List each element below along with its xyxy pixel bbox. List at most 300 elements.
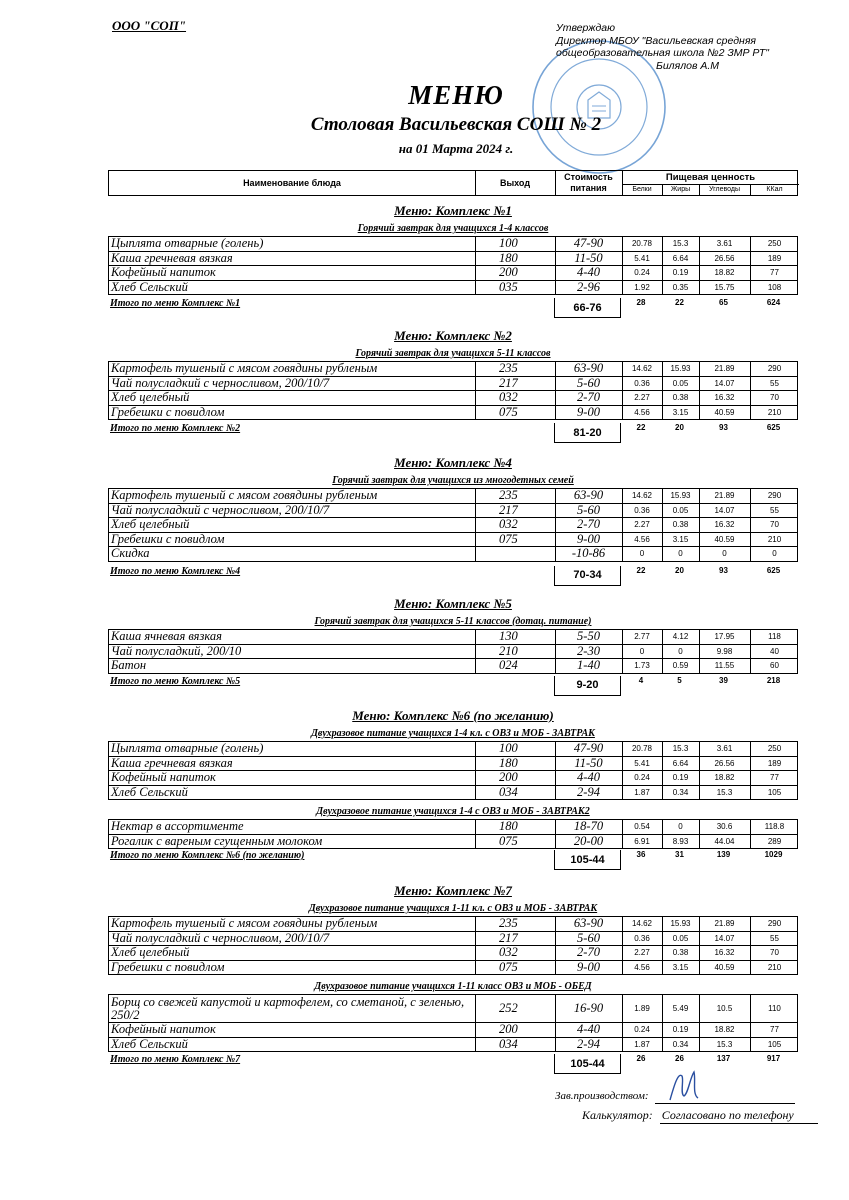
- dish-name: Гребешки с повидлом: [111, 531, 225, 546]
- dish-carbs: 16.32: [714, 948, 735, 958]
- dish-output: 034: [499, 784, 518, 799]
- producer-signature: [662, 1066, 712, 1106]
- dish-proteins: 2.27: [634, 520, 650, 530]
- dish-carbs: 18.82: [714, 268, 735, 278]
- dish-kcal: 60: [770, 661, 779, 671]
- total-carbs: 93: [719, 565, 728, 575]
- group-subtitle: Горячий завтрак для учащихся 5-11 классов (дотац. питание): [314, 616, 592, 627]
- total-proteins: 22: [636, 565, 646, 575]
- dish-name: Хлеб целебный: [111, 390, 190, 405]
- dish-name: Цыплята отварные (голень): [111, 236, 264, 251]
- total-label: Итого по меню Комплекс №4: [110, 565, 241, 577]
- menu-table: [108, 741, 798, 800]
- dish-proteins: 4.56: [634, 962, 650, 972]
- total-kcal: 917: [766, 1054, 781, 1063]
- dish-kcal: 0: [772, 549, 777, 559]
- dish-price: 63-90: [573, 361, 604, 376]
- dish-name: Кофейный напиток: [111, 770, 216, 785]
- dish-output: 200: [499, 1022, 518, 1037]
- dish-fats: 15.3: [672, 239, 689, 249]
- dish-carbs: 26.56: [714, 253, 735, 263]
- dish-fats: 15.93: [670, 491, 691, 501]
- total-label: Итого по меню Комплекс №2: [110, 423, 241, 434]
- total-kcal: 1029: [764, 850, 783, 859]
- dish-kcal: 210: [767, 962, 782, 972]
- dish-kcal: 55: [770, 378, 779, 388]
- dish-proteins: 4.56: [634, 534, 650, 544]
- dish-output: 180: [499, 755, 518, 770]
- dish-proteins: 0.54: [634, 822, 650, 832]
- dish-name: Кофейный напиток: [111, 1022, 216, 1037]
- menu-table: [108, 916, 798, 975]
- dish-output: 024: [499, 658, 518, 673]
- dish-carbs: 26.56: [714, 758, 735, 768]
- dish-price: 2-70: [577, 390, 600, 405]
- dish-output: 217: [499, 375, 518, 390]
- dish-price: 2-96: [577, 279, 600, 294]
- dish-kcal: 189: [767, 758, 782, 768]
- dish-carbs: 18.82: [714, 773, 735, 783]
- dish-name: Нектар в ассортименте: [111, 819, 244, 834]
- dish-name: Цыплята отварные (голень): [111, 741, 264, 756]
- dish-output: 035: [499, 279, 518, 294]
- menu-table: [108, 361, 798, 420]
- dish-output: 075: [499, 531, 518, 546]
- dish-carbs: 3.61: [716, 744, 733, 754]
- table-row: [109, 961, 797, 976]
- total-label: Итого по меню Комплекс №6 (по желанию): [110, 850, 305, 861]
- total-price: 105-44: [554, 850, 621, 870]
- table-row: [109, 917, 797, 932]
- dish-carbs: 14.07: [714, 378, 735, 388]
- dish-output: 130: [499, 629, 518, 644]
- dish-price: 11-50: [574, 250, 603, 265]
- total-fats: 20: [675, 423, 684, 432]
- dish-kcal: 108: [767, 282, 782, 292]
- dish-output: 180: [499, 250, 518, 265]
- total-kcal: 624: [766, 298, 781, 307]
- dish-carbs: 21.89: [714, 491, 735, 501]
- section-title: Меню: Комплекс №6 (по желанию): [352, 708, 554, 723]
- table-row: [109, 659, 797, 674]
- dish-output: 217: [499, 930, 518, 945]
- dish-price: 9-00: [577, 959, 600, 974]
- dish-name: Каша гречневая вязкая: [111, 755, 233, 770]
- dish-kcal: 210: [767, 534, 782, 544]
- dish-fats: 15.93: [670, 919, 691, 929]
- dish-fats: 5.49: [672, 1004, 689, 1013]
- section-title: Меню: Комплекс №1: [394, 203, 512, 218]
- section-title: Меню: Комплекс №7: [394, 883, 512, 898]
- dish-price: -10-86: [571, 546, 606, 561]
- table-row: [109, 547, 797, 562]
- dish-name: Каша гречневая вязкая: [111, 250, 233, 265]
- dish-fats: 0.05: [672, 933, 689, 943]
- dish-fats: 0.38: [672, 393, 689, 403]
- dish-carbs: 15.3: [716, 1039, 733, 1049]
- table-row: [109, 932, 797, 947]
- dish-fats: 0: [678, 549, 683, 559]
- header-fats: Жиры: [670, 186, 691, 193]
- dish-name: Чай полусладкий с черносливом, 200/10/7: [111, 930, 330, 945]
- total-proteins: 4: [638, 675, 644, 685]
- group-subtitle: Двухразовое питание учащихся 1-11 класс ОВЗ и МОБ - ОБЕД: [314, 981, 592, 992]
- dish-carbs: 17.95: [714, 632, 735, 642]
- dish-kcal: 289: [767, 836, 782, 846]
- table-row: [109, 742, 797, 757]
- dish-kcal: 77: [770, 268, 779, 278]
- section-total: [108, 423, 798, 443]
- section-total: [108, 850, 798, 870]
- dish-fats: 3.15: [672, 534, 689, 544]
- dish-price: 63-90: [573, 488, 604, 503]
- table-row: [109, 504, 797, 519]
- dish-kcal: 118: [768, 632, 781, 642]
- approval-line-4: Билялов А.М: [656, 59, 720, 72]
- total-carbs: 65: [719, 298, 728, 307]
- dish-output: 200: [499, 265, 518, 280]
- dish-carbs: 44.04: [714, 836, 735, 846]
- dish-name: Чай полусладкий с черносливом, 200/10/7: [111, 375, 330, 390]
- dish-carbs: 15.3: [716, 787, 733, 797]
- dish-price: 2-70: [577, 945, 600, 960]
- total-price: 81-20: [554, 423, 621, 443]
- dish-carbs: 40.59: [714, 534, 735, 544]
- dish-fats: 0: [678, 822, 683, 832]
- dish-kcal: 70: [770, 393, 779, 403]
- group-subtitle: Двухразовое питание учащихся 1-4 с ОВЗ и МОБ - ЗАВТРАК2: [316, 806, 590, 817]
- total-label: Итого по меню Комплекс №7: [110, 1054, 241, 1065]
- total-kcal: 625: [766, 423, 781, 432]
- header-cost: Стоимость питания: [564, 172, 613, 193]
- table-row: [109, 391, 797, 406]
- dish-proteins: 4.56: [634, 407, 650, 417]
- dish-carbs: 14.07: [714, 933, 735, 943]
- header-kcal: ККал: [766, 186, 783, 193]
- approval-line-1: Утверждаю: [556, 22, 616, 34]
- dish-kcal: 189: [767, 253, 782, 263]
- dish-fats: 0.34: [672, 787, 689, 797]
- dish-kcal: 55: [770, 505, 779, 515]
- dish-proteins: 1.87: [634, 787, 650, 797]
- dish-carbs: 21.89: [714, 919, 735, 929]
- dish-name: Картофель тушеный с мясом говядины рубленым: [111, 361, 378, 376]
- dish-kcal: 77: [770, 773, 779, 783]
- dish-price: 47-90: [573, 236, 604, 251]
- dish-output: 032: [499, 390, 518, 405]
- dish-fats: 6.64: [672, 253, 689, 263]
- dish-fats: 6.64: [672, 758, 689, 768]
- dish-proteins: 1.89: [634, 1004, 650, 1013]
- menu-table: [108, 236, 798, 295]
- dish-proteins: 0: [639, 646, 645, 656]
- dish-price: 9-00: [577, 404, 600, 419]
- section-total: [108, 566, 798, 586]
- dish-proteins: 1.73: [634, 661, 650, 671]
- header-output: Выход: [499, 178, 531, 188]
- table-row: [109, 252, 797, 267]
- section-title: Меню: Комплекс №4: [394, 455, 512, 470]
- total-price: 9-20: [554, 676, 621, 696]
- group-subtitle: Двухразовое питание учащихся 1-4 кл. с ОВЗ и МОБ - ЗАВТРАК: [311, 728, 595, 739]
- dish-output: 032: [499, 517, 518, 532]
- dish-proteins: 5.41: [634, 253, 650, 263]
- dish-output: 075: [499, 404, 518, 419]
- table-row: [109, 237, 797, 252]
- total-price: 105-44: [554, 1054, 621, 1074]
- dish-fats: 0.38: [672, 520, 689, 530]
- dish-proteins: 0: [639, 549, 645, 559]
- dish-fats: 3.15: [672, 407, 689, 417]
- dish-output: 210: [499, 643, 518, 658]
- dish-proteins: 0.36: [634, 933, 650, 943]
- dish-output: 032: [499, 945, 518, 960]
- dish-carbs: 10.5: [716, 1004, 733, 1013]
- dish-kcal: 290: [767, 491, 782, 501]
- dish-price: 5-60: [577, 375, 600, 390]
- dish-name: Хлеб Сельский: [111, 279, 188, 294]
- dish-price: 9-00: [577, 531, 600, 546]
- dish-carbs: 40.59: [714, 407, 735, 417]
- menu-table: [108, 629, 798, 674]
- dish-name: Гребешки с повидлом: [111, 959, 225, 974]
- dish-carbs: 0: [722, 549, 727, 559]
- dish-carbs: 18.82: [714, 1025, 735, 1035]
- dish-price: 2-70: [577, 517, 600, 532]
- dish-output: 252: [499, 1001, 518, 1015]
- page-title: МЕНЮ: [408, 80, 504, 110]
- table-row: [109, 645, 797, 660]
- dish-carbs: 30.6: [716, 822, 733, 832]
- total-kcal: 625: [766, 565, 781, 575]
- dish-price: 16-90: [573, 1001, 604, 1015]
- dish-name: Кофейный напиток: [111, 265, 216, 280]
- dish-kcal: 40: [770, 646, 779, 656]
- dish-price: 4-40: [577, 1022, 600, 1037]
- dish-proteins: 0.24: [634, 773, 650, 783]
- total-carbs: 139: [716, 850, 731, 859]
- dish-price: 63-90: [573, 916, 604, 931]
- section-total: [108, 298, 798, 318]
- dish-price: 11-50: [574, 755, 603, 770]
- table-row: [109, 946, 797, 961]
- total-kcal: 218: [766, 675, 781, 685]
- section-title: Меню: Комплекс №2: [394, 328, 512, 343]
- dish-output: 180: [499, 819, 518, 834]
- dish-kcal: 55: [770, 933, 779, 943]
- dish-fats: 0.05: [672, 505, 689, 515]
- dish-fats: 0.19: [672, 268, 689, 278]
- calculator-label: Калькулятор:: [582, 1108, 653, 1122]
- dish-proteins: 1.92: [634, 282, 650, 292]
- dish-proteins: 14.62: [631, 919, 653, 929]
- header-dish: Наименование блюда: [243, 178, 341, 188]
- dish-fats: 4.12: [672, 632, 689, 642]
- total-price: 66-76: [554, 298, 621, 318]
- dish-kcal: 70: [770, 948, 779, 958]
- dish-proteins: 2.27: [634, 393, 650, 403]
- header-carbs: Углеводы: [708, 186, 740, 193]
- dish-proteins: 20.78: [631, 239, 653, 249]
- menu-table: [108, 488, 798, 562]
- dish-carbs: 3.61: [716, 239, 733, 249]
- dish-output: 100: [499, 741, 518, 756]
- dish-price: 2-94: [577, 1036, 600, 1051]
- dish-price: 4-40: [577, 770, 600, 785]
- dish-kcal: 250: [767, 239, 782, 249]
- dish-output: 075: [499, 959, 518, 974]
- dish-output: 235: [499, 916, 518, 931]
- dish-proteins: 2.27: [634, 948, 650, 958]
- total-fats: 22: [675, 298, 684, 307]
- calculator-value: Согласовано по телефону: [660, 1108, 818, 1124]
- dish-price: 2-94: [577, 784, 600, 799]
- dish-output: 235: [499, 361, 518, 376]
- dish-carbs: 16.32: [714, 520, 735, 530]
- dish-name: Картофель тушеный с мясом говядины рубленым: [111, 916, 378, 931]
- dish-fats: 8.93: [672, 836, 689, 846]
- dish-proteins: 6.91: [634, 836, 650, 846]
- dish-fats: 15.3: [672, 744, 689, 754]
- group-subtitle: Двухразовое питание учащихся 1-11 кл. с ОВЗ и МОБ - ЗАВТРАК: [308, 903, 598, 914]
- total-proteins: 36: [636, 850, 646, 859]
- producer-label: Зав.производством:: [555, 1090, 649, 1102]
- dish-name: Гребешки с повидлом: [111, 404, 225, 419]
- dish-output: 217: [499, 502, 518, 517]
- dish-name: Хлеб Сельский: [111, 1036, 188, 1051]
- producer-line: [555, 1090, 649, 1102]
- approval-line-3: общеобразовательная школа №2 ЗМР РТ": [556, 47, 769, 59]
- dish-kcal: 210: [767, 407, 782, 417]
- table-row: [109, 771, 797, 786]
- table-row: [109, 995, 797, 1023]
- dish-kcal: 250: [767, 744, 782, 754]
- dish-output: 034: [499, 1036, 518, 1051]
- dish-proteins: 1.87: [634, 1039, 650, 1049]
- table-row: [109, 266, 797, 281]
- group-subtitle: Горячий завтрак для учащихся 1-4 классов: [357, 223, 549, 234]
- dish-kcal: 118.8: [764, 822, 785, 832]
- total-proteins: 28: [636, 298, 646, 307]
- dish-output: [499, 547, 555, 561]
- menu-date: на 01 Марта 2024 г.: [398, 141, 514, 156]
- total-price: 70-34: [554, 566, 621, 586]
- dish-proteins: 0.24: [634, 1025, 650, 1035]
- dish-carbs: 11.55: [714, 661, 735, 671]
- table-row: [109, 489, 797, 504]
- dish-proteins: 0.36: [634, 505, 650, 515]
- dish-proteins: 14.62: [631, 491, 653, 501]
- dish-kcal: 77: [770, 1025, 779, 1035]
- menu-table: [108, 994, 798, 1052]
- dish-name: Чай полусладкий с черносливом, 200/10/7: [111, 502, 330, 517]
- dish-name: Батон: [111, 658, 147, 673]
- table-row: [109, 1038, 797, 1053]
- dish-name: Борщ со свежей капустой и картофелем, со сметаной, с зеленью, 250/2: [111, 994, 465, 1022]
- dish-fats: 0.05: [672, 378, 689, 388]
- total-carbs: 137: [716, 1054, 731, 1063]
- dish-kcal: 70: [770, 520, 779, 530]
- table-row: [109, 377, 797, 392]
- table-row: [109, 835, 797, 850]
- dish-carbs: 40.59: [714, 962, 735, 972]
- dish-proteins: 0.36: [634, 378, 650, 388]
- dish-carbs: 16.32: [714, 393, 735, 403]
- total-carbs: 39: [719, 675, 728, 685]
- total-fats: 26: [675, 1054, 684, 1063]
- dish-price: 2-30: [577, 643, 600, 658]
- dish-carbs: 9.98: [716, 646, 733, 656]
- dish-kcal: 290: [767, 364, 782, 374]
- group-subtitle: Горячий завтрак для учащихся из многодетных семей: [332, 475, 574, 486]
- dish-price: 18-70: [573, 819, 604, 834]
- dish-output: 100: [499, 236, 518, 251]
- dish-kcal: 110: [768, 1004, 781, 1013]
- total-label: Итого по меню Комплекс №5: [110, 675, 241, 687]
- group-subtitle: Горячий завтрак для учащихся 5-11 классов: [355, 348, 551, 359]
- calculator-line: [582, 1108, 818, 1124]
- header-nutrition: Пищевая ценность: [665, 172, 756, 183]
- dish-carbs: 15.75: [714, 282, 735, 292]
- dish-fats: 15.93: [670, 364, 691, 374]
- menu-table: [108, 819, 798, 849]
- dish-kcal: 105: [767, 1039, 782, 1049]
- dish-price: 47-90: [573, 741, 604, 756]
- table-row: [109, 630, 797, 645]
- dish-carbs: 14.07: [714, 505, 735, 515]
- table-row: [109, 518, 797, 533]
- section-title: Меню: Комплекс №5: [394, 596, 512, 611]
- dish-price: 4-40: [577, 265, 600, 280]
- dish-name: Хлеб Сельский: [111, 784, 188, 799]
- dish-price: 1-40: [577, 658, 600, 673]
- approval-block: [556, 22, 806, 72]
- total-fats: 31: [675, 850, 684, 859]
- organization-name: ООО "СОП": [112, 18, 187, 33]
- dish-output: 075: [499, 833, 518, 848]
- dish-name: Чай полусладкий, 200/10: [111, 643, 242, 658]
- approval-line-2: Директор МБОУ "Васильевская средняя: [556, 34, 757, 47]
- dish-output: 200: [499, 770, 518, 785]
- header-proteins: Белки: [632, 186, 652, 193]
- dish-fats: 0.19: [672, 1025, 689, 1035]
- table-row: [109, 406, 797, 421]
- total-proteins: 26: [636, 1054, 646, 1063]
- page-subtitle: Столовая Васильевская СОШ № 2: [310, 114, 602, 135]
- dish-name: Скидка: [111, 546, 150, 561]
- dish-fats: 0.59: [672, 661, 689, 671]
- table-row: [109, 757, 797, 772]
- table-row: [109, 281, 797, 296]
- total-fats: 5: [677, 675, 682, 685]
- dish-name: Каша ячневая вязкая: [111, 629, 222, 644]
- dish-fats: 0.38: [672, 948, 689, 958]
- table-row: [109, 820, 797, 835]
- total-carbs: 93: [719, 423, 728, 432]
- dish-fats: 0.35: [672, 282, 689, 292]
- dish-name: Хлеб целебный: [111, 945, 190, 960]
- dish-proteins: 5.41: [634, 758, 650, 768]
- dish-proteins: 14.62: [631, 364, 653, 374]
- dish-kcal: 290: [767, 919, 782, 929]
- section-total: [108, 676, 798, 696]
- dish-price: 5-60: [577, 502, 600, 517]
- dish-carbs: 21.89: [714, 364, 735, 374]
- total-fats: 20: [675, 565, 684, 575]
- dish-output: 235: [499, 488, 518, 503]
- dish-fats: 0: [678, 646, 683, 656]
- dish-proteins: 2.77: [634, 632, 650, 642]
